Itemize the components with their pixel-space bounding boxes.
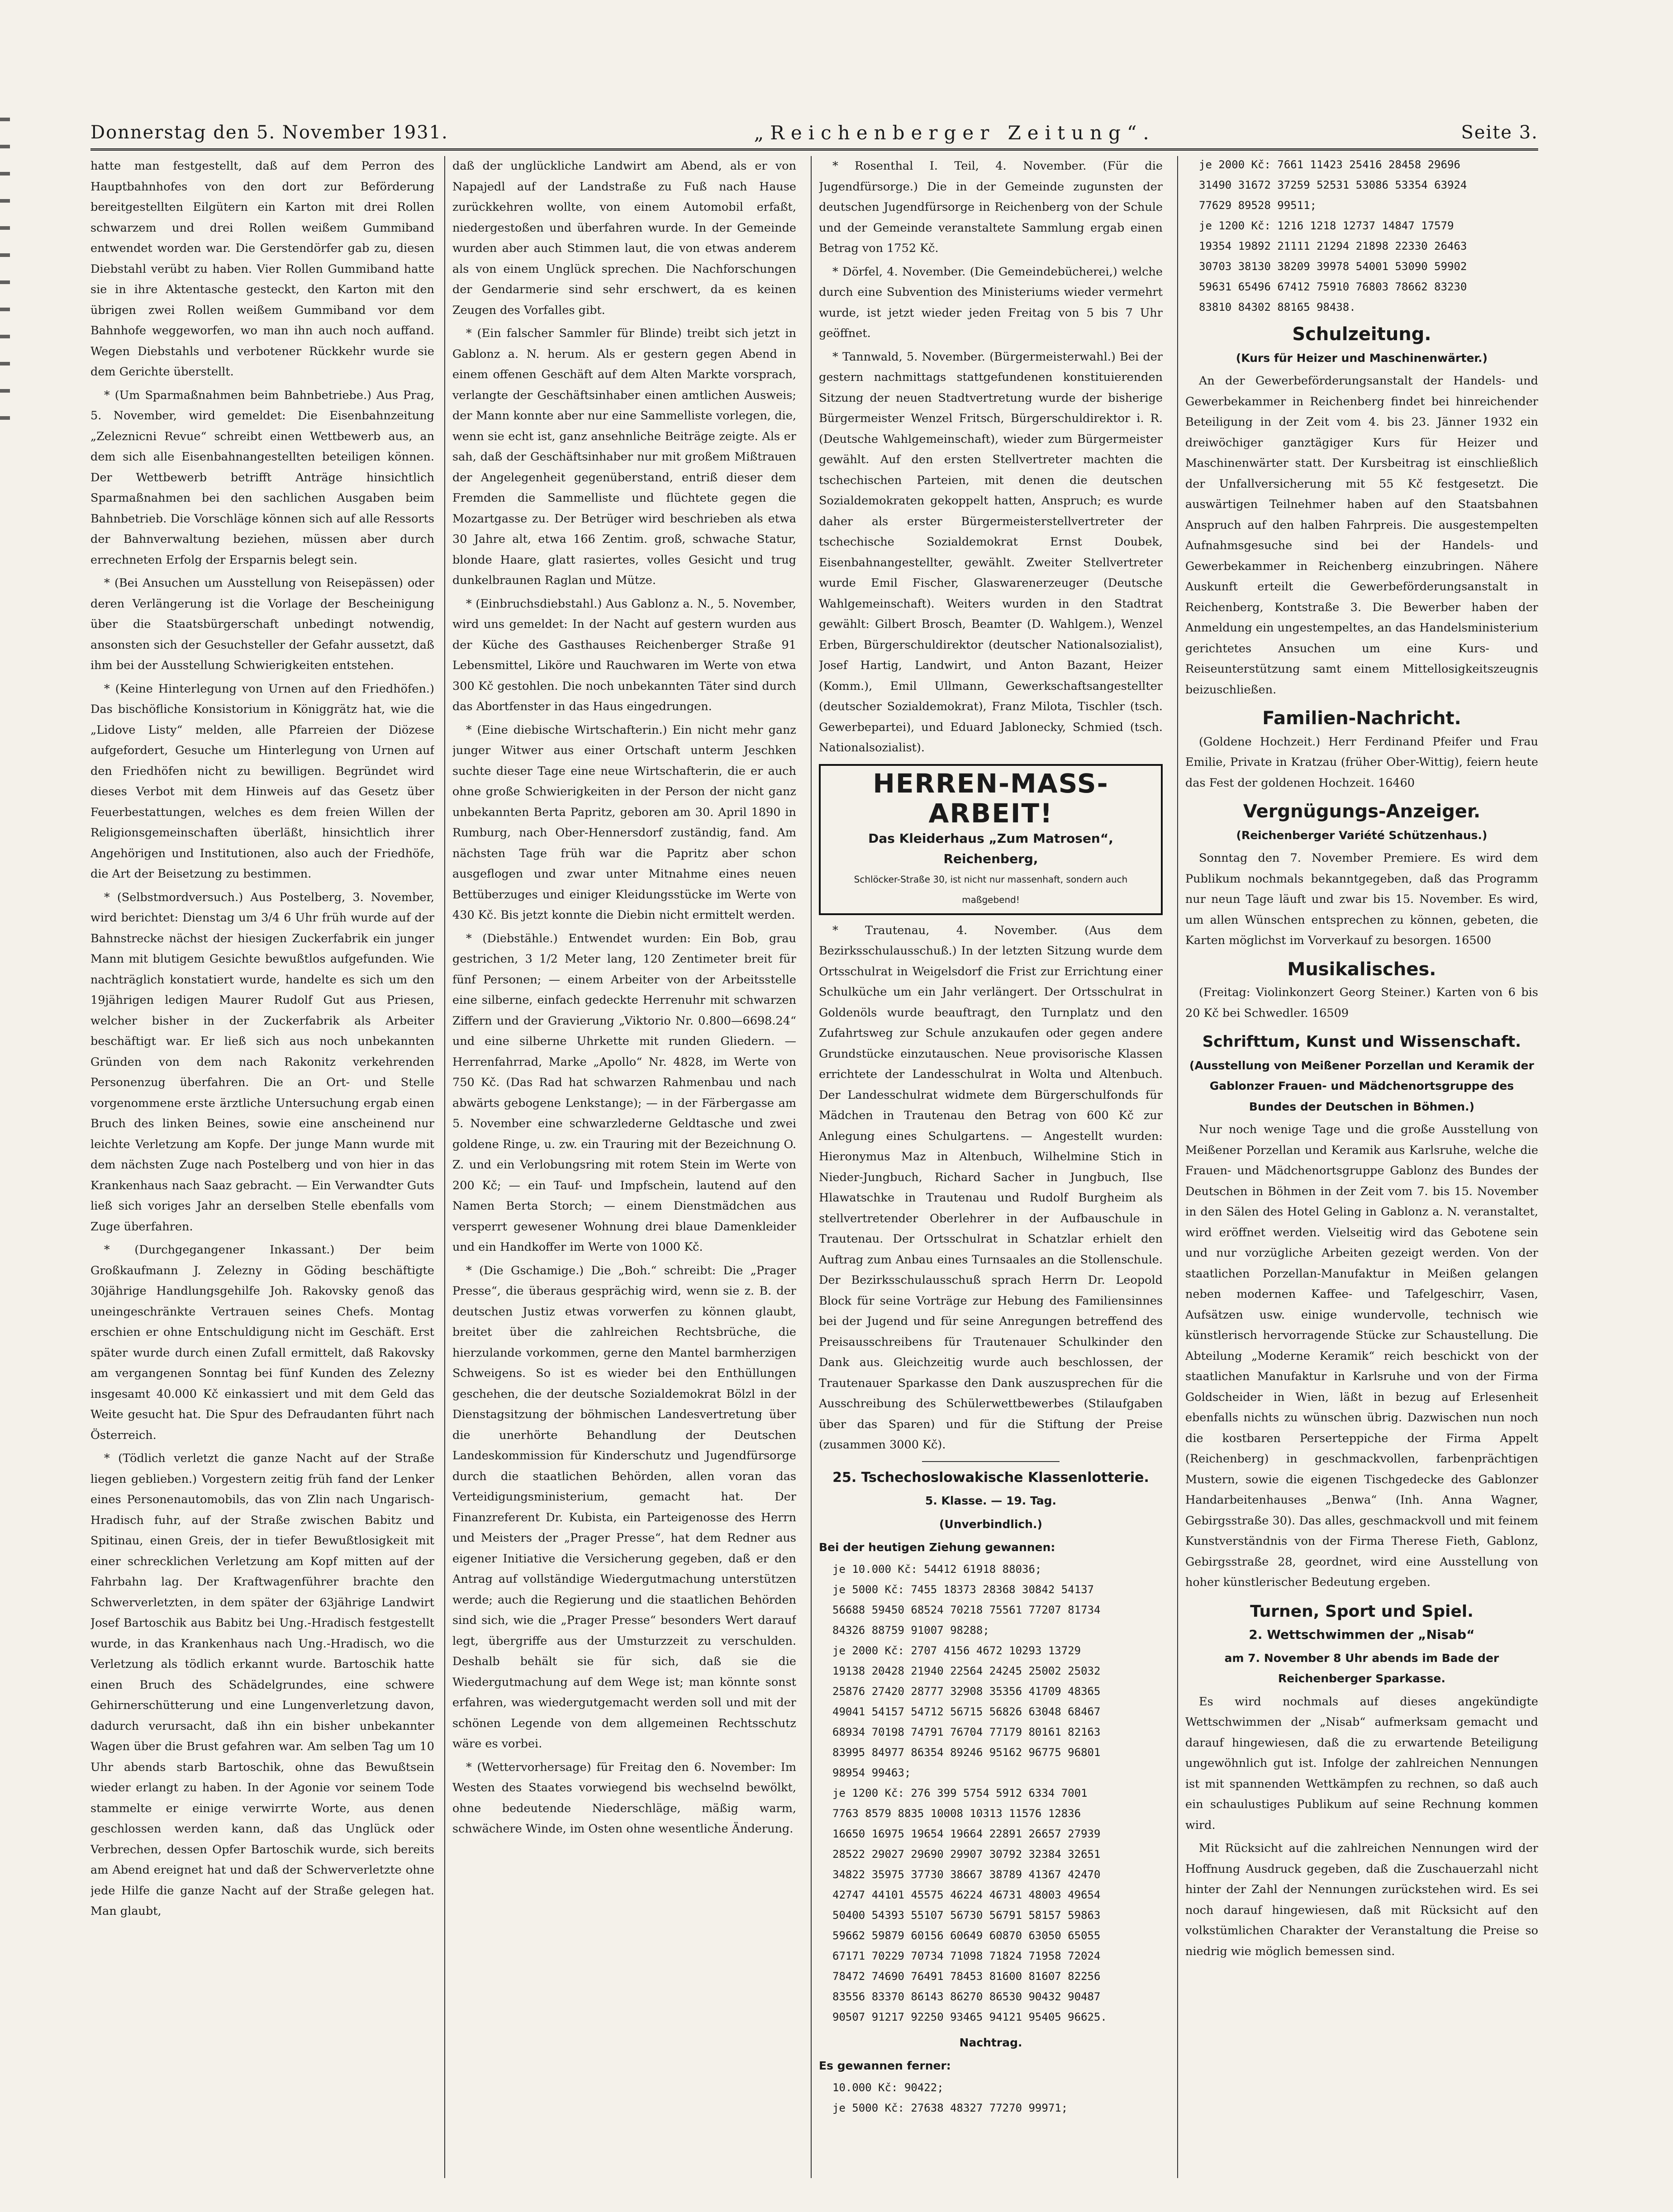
ad-line-2: Schlöcker-Straße 30, ist nicht nur massenhaft, sondern auch maßgebend! [854,873,1128,905]
article-wettschwimmen-2: Mit Rücksicht auf die zahlreichen Nennungen wird der Hoffnung Ausdruck gegeben, daß die Zuschauerzahl nicht hinter der Zahl der Nennungen zurückstehen wird. Es sei noch darauf hingewiesen, daß mit Rücksicht auf den volkstümlichen Charakter der Veranstaltung die Preise so niedrig wie möglich bemessen sind. [1185,1842,1538,1958]
lottery-unverbindlich: (Unverbindlich.) [939,1517,1042,1531]
article-continued: daß der unglückliche Landwirt am Abend, als er von Napajedl auf der Landstraße zu Fuß nach Hause zurückkehren wollte, von einem Automobil erfaßt, niedergestoßen und überfahren wurde. In der Gemeinde wurden aber auch Stimmen laut, die von etwas anderem als von einem Unglück sprechen. Die Nachforschungen der Gendarmerie sind sehr erschwert, da es keinen Zeugen des Vorfalles gibt. [452,159,796,317]
page-header [90,117,1538,151]
lottery-continued-line: 77629 89528 99511; [1199,199,1317,212]
lottery-line: 98954 99463; [832,1766,911,1779]
article-trautenau: * Trautenau, 4. November. (Aus dem Bezirksschulausschuß.) In der letzten Sitzung wurde dem Ortsschulrat in Weigelsdorf die Frist zur Errichtung einer Schulküche um ein Jahr verlängert. Der Ortsschulrat in Goldenöls wurde beauftragt, den Turnplatz und den Zufahrtsweg zur Schule anzukaufen oder gegen andere Grundstücke einzutauschen. Neue provisorische Klassen errichtete der Landesschulrat in Wolta und Altenbuch. Der Landesschulrat widmete dem Bürgerschulfonds für Mädchen in Trautenau den Betrag von 600 Kč zur Anlegung eines Schulgartens. — Angestellt wurden: Hieronymus Maz in Altenbuch, Wilhelmine Stich in Nieder-Jungbuch, Richard Sacher in Jungbuch, Ilse Hlawatschke in Trautenau und Rudolf Burgheim als stellvertretender Oberlehrer in der Aufbauschule in Trautenau. Der Ortsschulrat in Schatzlar erhielt den Auftrag zum Anbau eines Turnsaales an die Stollenschule. Der Bezirksschulausschuß sprach Herrn Dr. Leopold Block für seine Vorträge zur Hebung des Familiensinnes bei der Jugend und für seine Anregungen betreffend des Preisausschreibens für Trautenauer Schulkinder den Dank aus. Gleichzeitig wurde auch beschlossen, der Trautenauer Sparkasse den Dank auszusprechen für die Ausschreibung des Schülerwettbewerbes (Stilaufgaben über das Sparen) und für die Stiftung der Preise (zusammen 3000 Kč). [819,923,1163,1452]
header-date: Donnerstag den 5. November 1931. [90,122,448,143]
section-heading-musik: Musikalisches. [1287,959,1436,980]
lottery-line: 56688 59450 68524 70218 75561 77207 81734 [832,1603,1101,1616]
lottery-title: 25. Tschechoslowakische Klassenlotterie. [832,1469,1149,1486]
lottery-line: 78472 74690 76491 78453 81600 81607 82256 [832,1970,1101,1983]
section-subheading: (Kurs für Heizer und Maschinenwärter.) [1236,351,1488,365]
article-selbstmordversuch: * (Selbstmordversuch.) Aus Postelberg, 3. November, wird berichtet: Dienstag um 3/4 6 Uhr früh wurde auf der Bahnstrecke nächst der hiesigen Zuckerfabrik ein junger Mann mit blutigem Gesichte bewußtlos aufgefunden. Wie nachträglich konstatiert wurde, handelte es sich um den 19jährigen ledigen Maurer Rudolf Gut aus Priesen, welcher bisher in der Zuckerfabrik als Arbeiter beschäftigt war. Er ließ sich aus noch unbekannten Gründen von dem nach Rakonitz verkehrenden Personenzug überfahren. Die an Ort- und Stelle vorgenommene erste ärztliche Untersuchung ergab einen Bruch des linken Beines, sowie eine anscheinend nur leichte Verletzung am Kopfe. Der junge Mann wurde mit dem nächsten Zuge nach Postelberg und von hier in das Krankenhaus nach Saaz gebracht. — Ein Verwandter Guts ließ sich voriges Jahr an derselben Stelle ebenfalls vom Zuge überfahren. [90,890,434,1234]
lottery-line: 16650 16975 19654 19664 22891 26657 27939 [832,1827,1101,1840]
lottery-nachtrag-line: 10.000 Kč: 90422; [832,2081,944,2094]
lottery-continued-line: je 1200 Kč: 1216 1218 12737 14847 17579 [1199,219,1454,232]
article-toedlich-verletzt: * (Tödlich verletzt die ganze Nacht auf der Straße liegen geblieben.) Vorgestern zeitig früh fand der Lenker eines Personenautomobils, das von Zlin nach Ungarisch-Hradisch fuhr, auf der Straße zwischen Babitz und Spitinau, einen Greis, der in tiefer Bewußtlosigkeit mit einer schrecklichen Verletzung am Kopf mitten auf der Fahrbahn lag. Der Kraftwagenführer brachte den Schwerverletzten, in dem später der 63jährige Landwirt Josef Bartoschik aus Babitz bei Ung.-Hradisch festgestellt wurde, in das Krankenhaus nach Ung.-Hradisch, wo die Verletzung als tödlich erkannt wurde. Bartoschik hatte einen Bruch des Schädelgrundes, eine schwere Gehirnerschütterung und eine Lungenverletzung davon, dadurch verursacht, daß ihn ein bisher unbekannter Wagen über die Brust gefahren war. Am selben Tag um 10 Uhr abends starb Bartoschik, ohne das Bewußtsein wieder erlangt zu haben. In der Agonie vor seinem Tode stammelte er einige verwirrte Worte, aus denen geschlossen werden kann, daß das Unglück oder Verbrechen, dessen Opfer Bartoschik wurde, sich bereits am Abend ereignet hat und daß der Schwerverletzte ohne jede Hilfe die ganze Nacht auf der Straße gelegen hat. Man glaubt, [90,1452,434,1918]
column-rule [1177,156,1178,2178]
lottery-line: je 5000 Kč: 7455 18373 28368 30842 54137 [832,1583,1094,1596]
section-heading-schrifttum: Schrifttum, Kunst und Wissenschaft. [1202,1033,1521,1051]
separator [922,1461,1060,1462]
article-wettervorhersage: * (Wettervorhersage) für Freitag den 6. November: Im Westen des Staates vorwiegend bis wechselnd bewölkt, ohne bedeutende Niederschläge, mäßig warm, schwächere Winde, im Osten ohne wesentliche Änderung. [452,1760,796,1836]
column-rule [444,156,445,2178]
article-rosenthal: * Rosenthal I. Teil, 4. November. (Für die Jugendfürsorge.) Die in der Gemeinde zugunsten der deutschen Jugendfürsorge in Reichenberg von der Schule und der Gemeinde veranstaltete Sammlung ergab einen Betrag von 1752 Kč. [819,159,1163,255]
article-doerfel: * Dörfel, 4. November. (Die Gemeindebücherei,) welche durch eine Subvention des Ministeriums wieder vermehrt wurde, ist jetzt wieder jeden Freitag von 5 bis 7 Uhr geöffnet. [819,265,1163,340]
lottery-continued-line: 83810 84302 88165 98438. [1199,301,1356,313]
ad-title: HERREN-MASS-ARBEIT! [873,768,1109,829]
article-diebstaehle: * (Diebstähle.) Entwendet wurden: Ein Bob, grau gestrichen, 3 1/2 Meter lang, 120 Zentimeter breit für fünf Personen; — einem Arbeiter von der Arbeitsstelle eine silberne, einfach gedeckte Herrenuhr mit schwarzen Ziffern und der Gravierung „Viktorio Nr. 0.800—6698.24“ und eine silberne Uhrkette mit runden Gliedern. — Herrenfahrrad, Marke „Apollo“ Nr. 4828, im Werte von 750 Kč. (Das Rad hat schwarzen Rahmenbau und nach abwärts gebogene Lenkstange); — in der Färbergasse am 5. November eine schwarzlederne Geldtasche und zwei goldene Ringe, u. zw. ein Trauring mit der Bezeichnung O. Z. und ein Verlobungsring mit rotem Stein im Werte von 200 Kč; — ein Tauf- und Impfschein, lautend auf den Namen Berta Storch; — einem Dienstmädchen aus versperrt gewesener Wohnung drei blaue Damenkleider und ein Handkoffer im Werte von 1000 Kč. [452,931,796,1254]
lottery-nachtrag-title: Nachtrag. [959,2036,1022,2049]
lottery-line: 7763 8579 8835 10008 10313 11576 12836 [832,1807,1081,1820]
section-subheading-2: am 7. November 8 Uhr abends im Bade der Reichenberger Sparkasse. [1224,1651,1499,1685]
article-einbruchsdiebstahl: * (Einbruchsdiebstahl.) Aus Gablonz a. N., 5. November, wird uns gemeldet: In der Nacht auf gestern wurden aus der Küche des Gasthauses Reichenberger Straße 91 Lebensmittel, Liköre und Rauchwaren im Werte von etwa 300 Kč gestohlen. Die noch unbekannten Täter sind durch das Abortfenster in das Haus eingedrungen. [452,597,796,713]
article-sparmassnahmen: * (Um Sparmaßnahmen beim Bahnbetriebe.) Aus Prag, 5. November, wird gemeldet: Die Eisenbahnzeitung „Zeleznicni Revue“ schreibt einen Wettbewerb aus, an dem sich alle Eisenbahnangestellten beteiligen können. Der Wettbewerb betrifft Anträge hinsichtlich Sparmaßnahmen bei den sachlichen Ausgaben beim Bahnbetrieb. Die Vorschläge können sich auf alle Ressorts der Bahnverwaltung beziehen, müssen aber durch errechneten Erfolg der Ersparnis belegt sein. [90,388,434,567]
page-number: Seite 3. [1461,122,1538,143]
article-heizer-kurs: An der Gewerbeförderungsanstalt der Handels- und Gewerbekammer in Reichenberg findet bei hinreichender Beteiligung in der Zeit vom 4. bis 23. Jänner 1932 ein dreiwöchiger ganztägiger Kurs für Heizer und Maschinenwärter statt. Der Kursbeitrag ist einschließlich der Unfallversicherung mit 55 Kč festgesetzt. Die auswärtigen Teilnehmer haben auf den Staatsbahnen Anspruch auf den halben Fahrpreis. Die ausgestempelten Aufnahmsgesuche sind bei der Handels- und Gewerbekammer in Reichenberg einzubringen. Nähere Auskunft erteilt die Gewerbeförderungsanstalt in Reichenberg, Kontstraße 3. Die Bewerber haben der Anmeldung ein ungestempeltes, an das Handelsministerium gerichtetes Ansuchen um eine Kurs- und Reiseunterstützung samt einem Mittellosigkeitszeugnis beizuschließen. [1185,374,1538,697]
column-2 [452,156,796,2178]
article-goldene-hochzeit: (Goldene Hochzeit.) Herr Ferdinand Pfeifer und Frau Emilie, Private in Kratzau (früher Ober-Wittig), feiern heute das Fest der goldenen Hochzeit. 16460 [1185,735,1538,790]
column-3 [819,156,1163,2178]
lottery-line: 50400 54393 55107 56730 56791 58157 59863 [832,1908,1101,1922]
ad-line-1: Das Kleiderhaus „Zum Matrosen“, Reichenberg, [868,831,1113,866]
lottery-subtitle: 5. Klasse. — 19. Tag. [925,1494,1057,1507]
article-diebische-wirtschafterin: * (Eine diebische Wirtschafterin.) Ein nicht mehr ganz junger Witwer aus einer Ortschaft unterm Jeschken suchte dieser Tage eine neue Wirtschafterin, die er auch ohne große Schwierigkeiten in der Person der nicht ganz unbekannten Berta Papritz, geboren am 30. April 1890 in Rumburg, nach Ober-Hennersdorf zuständig, fand. Am nächsten Tage früh war die Papritz aber schon ausgeflogen und zwar unter Mitnahme eines neuen Bettüberzuges und einiger Kleidungsstücke im Werte von 430 Kč. Bis jetzt konnte die Diebin nicht ermittelt werden. [452,723,796,922]
lottery-continued-line: 19354 19892 21111 21294 21898 22330 26463 [1199,240,1467,252]
section-subheading: 2. Wettschwimmen der „Nisab“ [1249,1627,1475,1642]
lottery-numbers [819,1561,1163,2026]
lottery-line: 19138 20428 21940 22564 24245 25002 25032 [832,1664,1101,1677]
article-variete: Sonntag den 7. November Premiere. Es wird dem Publikum nochmals bekanntgegeben, daß das Programm nur neun Tage läuft und zwar bis 15. November. Es wird, um allen Wünschen entsprechen zu können, gebeten, die Karten möglichst im Vorverkauf zu besorgen. 16500 [1185,851,1538,947]
lottery-line: 59662 59879 60156 60649 60870 63050 65055 [832,1929,1101,1942]
lottery-continued-line: 30703 38130 38209 39978 54001 53090 59902 [1199,260,1467,273]
lottery-line: 68934 70198 74791 76704 77179 80161 82163 [832,1725,1101,1738]
lottery-line: 28522 29027 29690 29907 30792 32384 32651 [832,1847,1101,1861]
article-ausstellung: Nur noch wenige Tage und die große Ausstellung von Meißener Porzellan und Keramik aus Karlsruhe, welche die Frauen- und Mädchenortsgruppe Gablonz des Bundes der Deutschen in Böhmen in der Zeit vom 7. bis 15. November in den Sälen des Hotel Geling in Gablonz a. N. veranstaltet, wird eröffnet werden. Vielseitig wird das Gebotene sein und nur vorzügliche Arbeiten gezeigt werden. Von der staatlichen Porzellan-Manufaktur in Meißen gelangen neben modernen Kaffee- und Tafelgeschirr, Vasen, Aufsätzen usw. einige wundervolle, technisch wie künstlerisch hervorragende Stücke zur Schaustellung. Die Abteilung „Moderne Keramik“ reich beschickt von der staatlichen Manufaktur in Karlsruhe und von der Firma Goldscheider in Wien, läßt in bezug auf Erlesenheit ebenfalls nichts zu wünschen übrig. Dazwischen nun noch die kostbaren Perserteppiche der Firma Appelt (Reichenberg) in geschmackvollen, farbenprächtigen Mustern, sowie die eigenen Tischgedecke des Gablonzer Handarbeitenhauses „Benwa“ (Inh. Anna Wagner, Gebirgsstraße 30). Das alles, geschmackvoll und mit feinem Kunstverständnis von der Firma Therese Fieth, Gablonz, Gebirgsstraße 28, geordnet, wird eine Ausstellung von hoher künstlerischer Bedeutung ergeben. [1185,1123,1538,1589]
page-edge-marks [0,118,10,434]
lottery-continued-line: 59631 65496 67412 75910 76803 78662 83230 [1199,280,1467,293]
lottery-line: 83995 84977 86354 89246 95162 96775 96801 [832,1746,1101,1759]
lottery-line: 83556 83370 86143 86270 86530 90432 90487 [832,1990,1101,2003]
article-reisepaesse: * (Bei Ansuchen um Ausstellung von Reisepässen) oder deren Verlängerung ist die Vorlage der Bescheinigung über die Staatsbürgerschaft unbedingt notwendig, ansonsten sich der Gesuchsteller der Gefahr aussetzt, daß ihm bei der Ausstellung Schwierigkeiten entstehen. [90,576,434,672]
article-tannwald: * Tannwald, 5. November. (Bürgermeisterwahl.) Bei der gestern nachmittags stattgefundenen konstituierenden Sitzung der neuen Stadtvertretung wurde der bisherige Bürgermeister Wenzel Fritsch, Bürgerschuldirektor i. R. (Deutsche Wahlgemeinschaft), wieder zum Bürgermeister gewählt. Auf den ersten Stellvertreter machten die tschechischen Parteien, mit denen die deutschen Sozialdemokraten gekoppelt hatten, Anspruch; es wurde daher als erster Bürgermeisterstellvertreter der tschechische Sozialdemokrat Ernst Doubek, Eisenbahnangestellter, gewählt. Zweiter Stellvertreter wurde Emil Fischer, Glaswarenerzeuger (Deutsche Wahlgemeinschaft). Weiters wurden in den Stadtrat gewählt: Gilbert Brosch, Beamter (D. Wahlgem.), Wenzel Erben, Bürgerschuldirektor (deutscher Nationalsozialist), Josef Hartig, Landwirt, und Anton Bazant, Heizer (Komm.), Emil Ullmann, Gewerkschaftsangestellter (deutscher Sozialdemokrat), Franz Milota, Tischler (tsch. Gewerbepartei), und Eduard Jablonecky, Schmied (tsch. Nationalsozialist). [819,350,1163,755]
newspaper-title: „Reichenberger Zeitung“. [754,121,1155,144]
lottery-intro: Bei der heutigen Ziehung gewannen: [819,1541,1055,1554]
lottery-line: 84326 88759 91007 98288; [832,1623,989,1637]
article-continued: hatte man festgestellt, daß auf dem Perron des Hauptbahnhofes von den dort zur Beförderung bereitgestellten Eilgütern ein Karton mit drei Rollen schwarzem und drei Rollen weißem Gummiband entwendet worden war. Die Gerstendörfer gab zu, diesen Diebstahl verübt zu haben. Vier Rollen Gummiband hatte sie in ihre Aktentasche gesteckt, den Karton mit den übrigen zwei Rollen weißem Gummiband vor dem Bahnhofe weggeworfen, wo man ihn auch noch auffand. Wegen Diebstahls und verbotener Rückkehr wurde sie dem Gerichte überstellt. [90,159,434,379]
lottery-line: je 10.000 Kč: 54412 61918 88036; [832,1562,1042,1576]
advertisement-herren-mass-arbeit [819,764,1163,915]
article-inkassant: * (Durchgegangener Inkassant.) Der beim Großkaufmann J. Zelezny in Göding beschäftigte 30jährige Handlungsgehilfe Joh. Rakovsky genoß das uneingeschränkte Vertrauen seines Chefs. Montag erschien er ohne Entschuldigung nicht im Geschäft. Erst später wurde durch einen Zufall ermittelt, daß Rakovsky am vergangenen Sonntag bei fünf Kunden des Zelezny insgesamt 40.000 Kč einkassiert und mit dem Geld das Weite gesucht hat. Die Spur des Defraudanten führt nach Österreich. [90,1243,434,1442]
lottery-line: 42747 44101 45575 46224 46731 48003 49654 [832,1888,1101,1901]
lottery-line: je 2000 Kč: 2707 4156 4672 10293 13729 [832,1644,1081,1657]
lottery-line: 90507 91217 92250 93465 94121 95405 96625. [832,2010,1107,2023]
lottery-continued-line: 31490 31672 37259 52531 53086 53354 63924 [1199,179,1467,191]
lottery-nachtrag-line: je 5000 Kč: 27638 48327 77270 99971; [832,2101,1068,2114]
lottery-line: 67171 70229 70734 71098 71824 71958 72024 [832,1949,1101,1962]
lottery-line: 49041 54157 54712 56715 56826 63048 68467 [832,1705,1101,1718]
column-1 [90,156,434,2178]
lottery-line: je 1200 Kč: 276 399 5754 5912 6334 7001 [832,1786,1088,1799]
article-die-gschamige: * (Die Gschamige.) Die „Boh.“ schreibt: Die „Prager Presse“, die überaus gesprächig wird, wenn sie z. B. der deutschen Justiz etwas vorwerfen zu können glaubt, breitet über die zahlreichen Rechtsbrüche, die hierzulande vorkommen, gerne den Mantel barmherzigen Schweigens. So ist es wieder bei den Enthüllungen geschehen, die der deutsche Sozialdemokrat Bölzl in der Dienstagsitzung der böhmischen Landesvertretung über die unerhörte Behandlung der Deutschen Landeskommission für Kinderschutz und Jugendfürsorge durch die staatlichen Behörden, allen voran das Verteidigungsministerium, gemacht hat. Der Finanzreferent Dr. Kubista, ein Parteigenosse des Herrn und Meisters der „Prager Presse“, hat dem Redner aus eigener Initiative die Versicherung gegeben, daß er den Antrag auf vollständige Wiedergutmachung unterstützen werde; auch die Regierung und die staatlichen Behörden sind sich, wie die „Prager Presse“ besonders Wert darauf legt, übergriffe aus der Umsturzzeit zu verschulden. Deshalb behält sie für sich, daß sie die Wiedergutmachung auf dem Wege ist; man könnte sonst erfahren, was wiedergutgemacht werden soll und mit der schönen Legende von dem allgemeinen Rechtsschutz wäre es vorbei. [452,1263,796,1751]
section-heading-familien: Familien-Nachricht. [1262,708,1461,729]
article-urnen: * (Keine Hinterlegung von Urnen auf den Friedhöfen.) Das bischöfliche Konsistorium in Königgrätz hat, wie die „Lidove Listy“ melden, alle Pfarreien der Diözese aufgefordert, Gesuche um Hinterlegung von Urnen auf den Friedhöfen nicht zu bewilligen. Begründet wird dieses Verbot mit dem Hinweis auf das Gesetz über Feuerbestattungen, welches es dem freien Willen der Religionsgemeinschaften überläßt, hinsichtlich ihrer Angehörigen und Institutionen, also auch der Friedhöfe, die Art der Beisetzung zu bestimmen. [90,682,434,881]
section-heading-schulzeitung: Schulzeitung. [1292,324,1431,345]
lottery-nachtrag-intro: Es gewannen ferner: [819,2059,951,2072]
column-4 [1185,156,1538,2178]
article-falscher-sammler: * (Ein falscher Sammler für Blinde) treibt sich jetzt in Gablonz a. N. herum. Als er gestern gegen Abend in einem offenen Geschäft auf dem Alten Markte vorsprach, verlangte der Geschäftsinhaber einen amtlichen Ausweis; der Mann konnte aber nur eine Sammelliste vorlegen, die, wenn sie echt ist, ganz ansehnliche Beiträge zeigte. Als er sah, daß der Geschäftsinhaber nur mit großem Mißtrauen der Angelegenheit gegenüberstand, entriß dieser dem Fremden die Sammelliste und flüchtete gegen die Mozartgasse zu. Der Betrüger wird beschrieben als etwa 30 Jahre alt, etwa 166 Zentim. groß, schwache Statur, blonde Haare, glatt rasiertes, volles Gesicht und trug dunkelbraunen Raglan und Mütze. [452,327,796,587]
column-rule [811,156,812,2178]
article-wettschwimmen: Es wird nochmals auf dieses angekündigte Wettschwimmen der „Nisab“ aufmerksam gemacht und darauf hingewiesen, daß die zu erwartende Beteiligung ungewöhnlich gut ist. Infolge der zahlreichen Nennungen ist mit spannenden Wettkämpfen zu rechnen, so daß auch ein schaulustiges Publikum auf seine Rechnung kommen wird. [1185,1695,1538,1832]
section-subheading: (Ausstellung von Meißener Porzellan und Keramik der Gablonzer Frauen- und Mädchenortsgruppe des Bundes der Deutschen in Böhmen.) [1189,1059,1534,1113]
section-subheading: (Reichenberger Variété Schützenhaus.) [1236,828,1488,842]
article-violinkonzert: (Freitag: Violinkonzert Georg Steiner.) Karten von 6 bis 20 Kč bei Schwedler. 16509 [1185,986,1538,1020]
section-heading-turnen: Turnen, Sport und Spiel. [1250,1602,1473,1621]
lottery-line: 34822 35975 37730 38667 38789 41367 42470 [832,1868,1101,1881]
lottery-continued-line: je 2000 Kč: 7661 11423 25416 28458 29696 [1199,158,1460,171]
lottery-line: 25876 27420 28777 32908 35356 41709 48365 [832,1685,1101,1698]
section-heading-vergnuegung: Vergnügungs-Anzeiger. [1243,801,1481,822]
